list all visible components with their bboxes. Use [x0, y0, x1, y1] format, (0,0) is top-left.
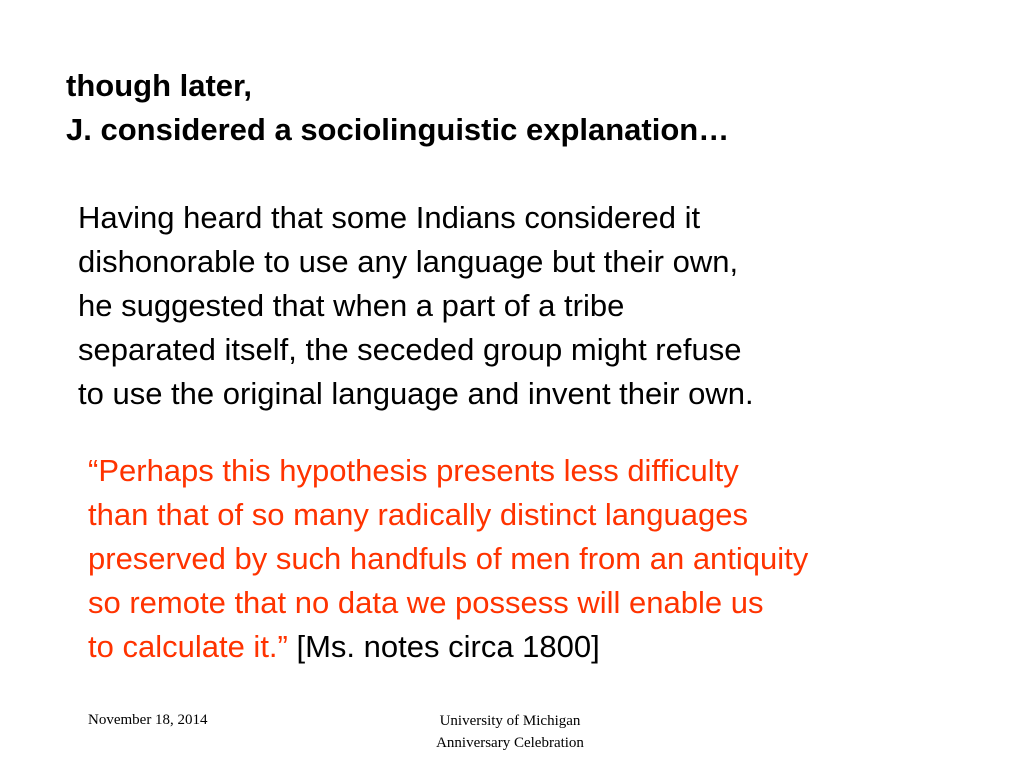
body-line: he suggested that when a part of a tribe [78, 288, 625, 323]
body-line: dishonorable to use any language but their own, [78, 244, 739, 279]
quote-last-line [88, 625, 1018, 669]
footer-event [380, 710, 640, 754]
quote-line: preserved by such handfuls of men from an antiquity [88, 541, 809, 576]
footer-event-line: University of Michigan [439, 713, 581, 729]
footer-event-line: Anniversary Celebration [436, 735, 584, 751]
body-line: to use the original language and invent their own. [78, 376, 754, 411]
body-line: separated itself, the seceded group might refuse [78, 332, 742, 367]
slide-title [66, 64, 996, 152]
quote-line: to calculate it.” [88, 629, 288, 664]
title-line: though later, [66, 68, 252, 103]
title-line: J. considered a sociolinguistic explanation… [66, 112, 730, 147]
body-line: Having heard that some Indians considered it [78, 200, 701, 235]
quote-line: so remote that no data we possess will enable us [88, 585, 764, 620]
quote-line: “Perhaps this hypothesis presents less difficulty [88, 453, 739, 488]
body-paragraph [78, 196, 998, 416]
footer-date: November 18, 2014 [88, 712, 208, 728]
quote-block [88, 449, 1018, 669]
citation: [Ms. notes circa 1800] [296, 629, 600, 664]
quote-line: than that of so many radically distinct languages [88, 497, 748, 532]
